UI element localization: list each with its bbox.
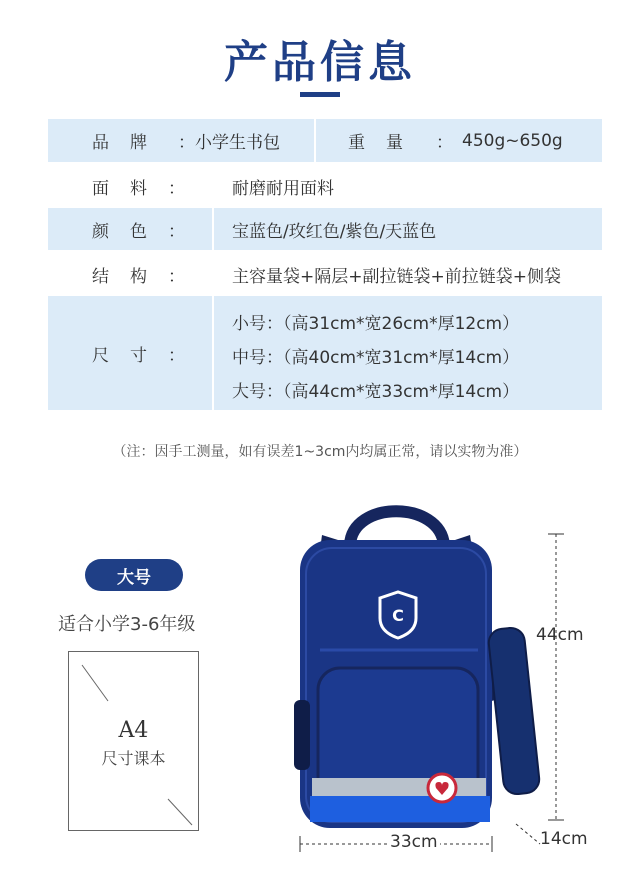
height-label: 44cm <box>536 625 584 645</box>
depth-label: 14cm <box>540 829 588 849</box>
weight-label: 重 量 <box>348 133 405 153</box>
weight-value: 450g~650g <box>462 130 563 151</box>
material-value: 耐磨耐用面料 <box>232 178 334 199</box>
size-tag-badge: 大号 <box>85 559 183 591</box>
width-label: 33cm <box>390 832 438 852</box>
size-large: 大号：（高44cm*宽33cm*厚14cm） <box>232 381 520 402</box>
weight-colon: ： <box>436 133 453 153</box>
side-mesh-pocket <box>294 700 310 770</box>
color-value: 宝蓝色/玫红色/紫色/天蓝色 <box>232 221 437 242</box>
size-label: 尺 寸 ： <box>92 345 187 366</box>
page-title: 产品信息 <box>224 37 416 88</box>
structure-label: 结 构 ： <box>92 266 187 287</box>
brand-label: 品 牌 <box>92 133 149 153</box>
a4-subtitle: 尺寸课本 <box>101 749 166 768</box>
emblem-letter-icon: C <box>392 606 404 625</box>
blue-stripe <box>310 796 490 822</box>
bag-handle <box>350 511 444 545</box>
size-medium: 中号：（高40cm*宽31cm*厚14cm） <box>232 347 520 368</box>
material-label: 面 料 ： <box>92 178 187 199</box>
reflective-stripe <box>312 778 486 796</box>
brand-value: ：小学生书包 <box>178 133 280 153</box>
pencil-case <box>487 627 540 796</box>
grade-fit-text: 适合小学3-6年级 <box>58 614 196 635</box>
size-small: 小号：（高31cm*宽26cm*厚12cm） <box>232 313 520 334</box>
color-label: 颜 色 ： <box>92 221 187 242</box>
measurement-note: （注：因手工测量，如有误差1~3cm内均属正常，请以实物为准） <box>112 444 528 460</box>
a4-title: A4 <box>118 718 149 743</box>
depth-dimension-line <box>516 824 540 844</box>
structure-value: 主容量袋+隔层+副拉链袋+前拉链袋+侧袋 <box>232 266 561 287</box>
